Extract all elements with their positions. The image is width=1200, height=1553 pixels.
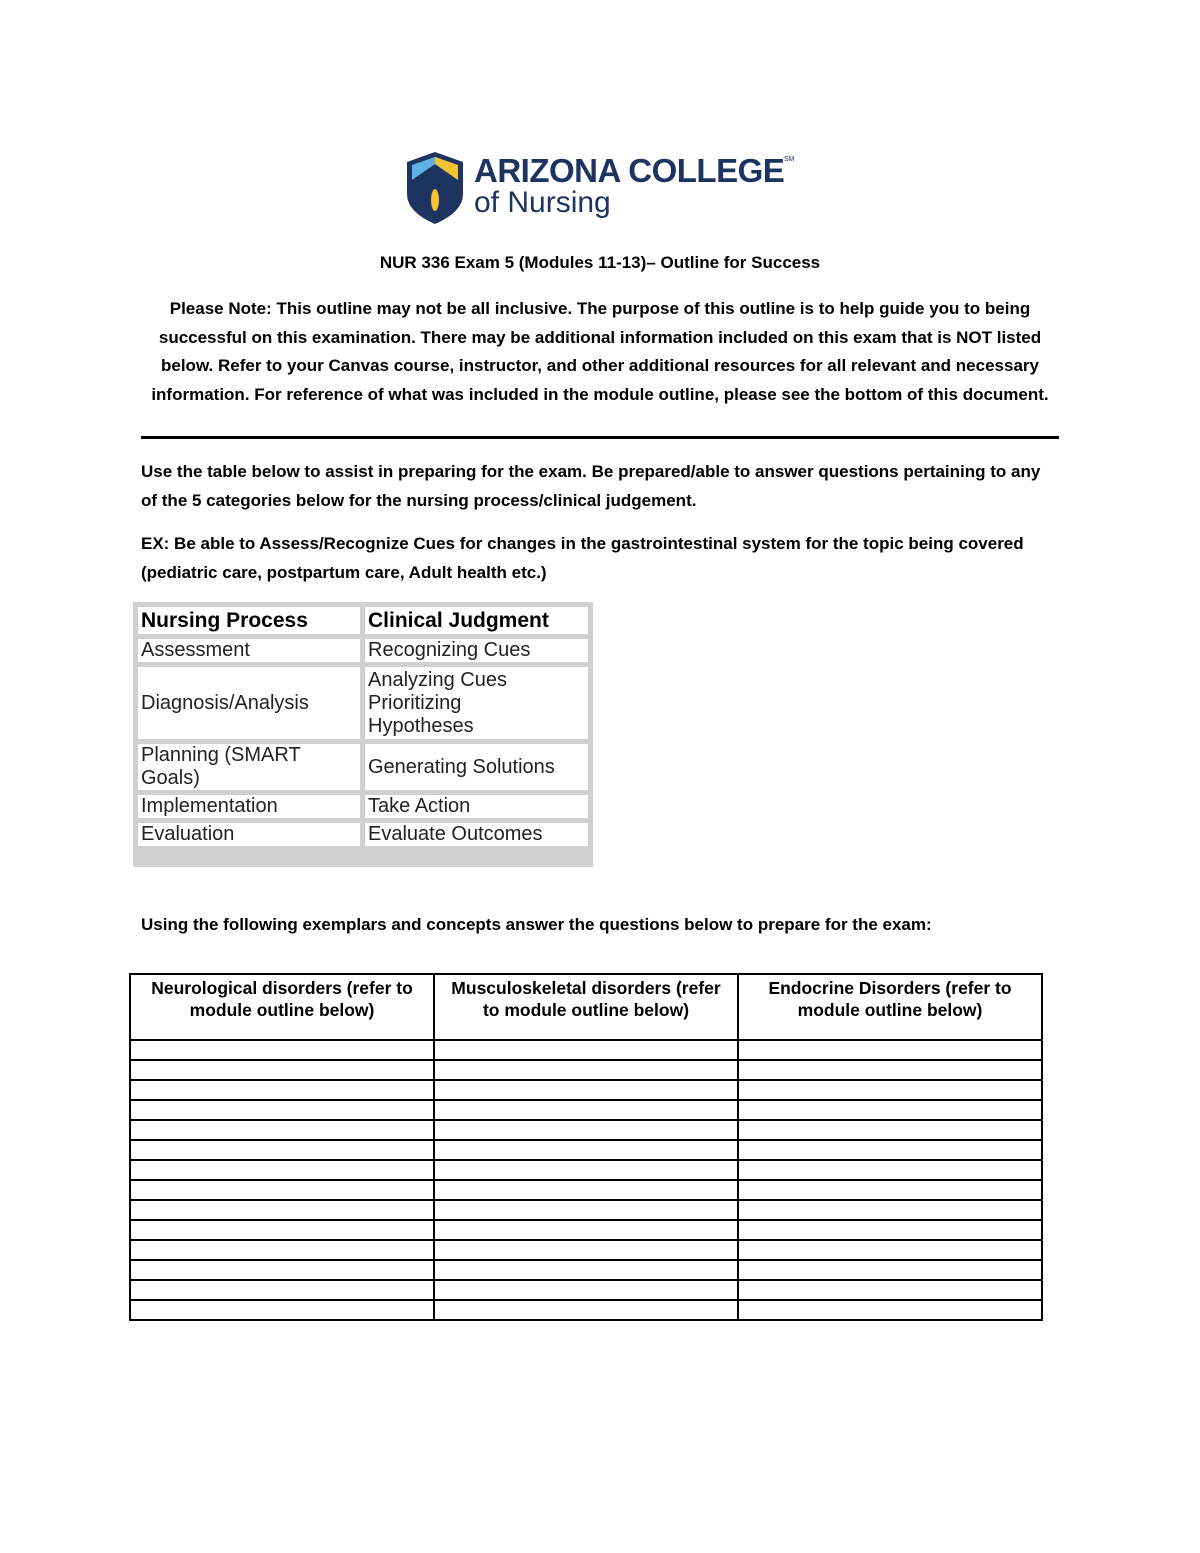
empty-cell[interactable]: [738, 1260, 1042, 1280]
empty-cell[interactable]: [738, 1120, 1042, 1140]
empty-cell[interactable]: [130, 1180, 434, 1200]
empty-cell[interactable]: [434, 1260, 738, 1280]
header-cell: Clinical Judgment: [365, 607, 588, 634]
table-row: [130, 1120, 1042, 1140]
empty-cell[interactable]: [434, 1200, 738, 1220]
cell: Planning (SMART Goals): [138, 744, 360, 790]
table-row: [138, 823, 588, 846]
empty-cell[interactable]: [130, 1080, 434, 1100]
empty-cell[interactable]: [738, 1180, 1042, 1200]
instructions: Use the table below to assist in preparing for the exam. Be prepared/able to answer questions pertaining to any of the 5 categories below for the nursing process/clinical judgement.: [141, 462, 1041, 510]
logo-tm: SM: [784, 156, 795, 163]
empty-cell[interactable]: [434, 1100, 738, 1120]
table-row: [130, 1060, 1042, 1080]
cell: Evaluate Outcomes: [365, 823, 588, 846]
table-row: [138, 639, 588, 662]
logo-line2: of Nursing: [474, 186, 611, 219]
empty-cell[interactable]: [130, 1140, 434, 1160]
shield-icon: [404, 150, 466, 226]
cell: Generating Solutions: [365, 744, 588, 790]
empty-cell[interactable]: [434, 1300, 738, 1320]
table-row: [130, 1180, 1042, 1200]
empty-cell[interactable]: [738, 1200, 1042, 1220]
cell: Analyzing Cues Prioritizing Hypotheses: [365, 667, 588, 739]
table-header-row: [130, 974, 1042, 1040]
empty-cell[interactable]: [434, 1140, 738, 1160]
empty-cell[interactable]: [434, 1220, 738, 1240]
empty-cell[interactable]: [738, 1140, 1042, 1160]
empty-cell[interactable]: [130, 1060, 434, 1080]
empty-cell[interactable]: [738, 1240, 1042, 1260]
exemplar-intro: Using the following exemplars and concepts answer the questions below to prepare for the exam:: [141, 915, 932, 934]
empty-cell[interactable]: [130, 1240, 434, 1260]
empty-cell[interactable]: [434, 1160, 738, 1180]
cell: Recognizing Cues: [365, 639, 588, 662]
table-row: [130, 1040, 1042, 1060]
divider: [141, 436, 1059, 439]
table-row: [130, 1100, 1042, 1120]
nursing-process-table: [133, 602, 593, 867]
empty-cell[interactable]: [130, 1220, 434, 1240]
table-row: [138, 667, 588, 739]
logo-line1: ARIZONA COLLEGE: [474, 152, 785, 189]
empty-cell[interactable]: [130, 1280, 434, 1300]
example-text: EX: Be able to Assess/Recognize Cues for changes in the gastrointestinal system for the topic being covered (pediatric care, postpartum care, Adult health etc.): [141, 534, 1024, 582]
empty-cell[interactable]: [130, 1120, 434, 1140]
empty-cell[interactable]: [738, 1100, 1042, 1120]
empty-cell[interactable]: [130, 1300, 434, 1320]
empty-cell[interactable]: [434, 1060, 738, 1080]
empty-cell[interactable]: [130, 1040, 434, 1060]
empty-cell[interactable]: [434, 1240, 738, 1260]
table-row: [130, 1220, 1042, 1240]
empty-cell[interactable]: [434, 1080, 738, 1100]
table-row: [130, 1240, 1042, 1260]
please-note: Please Note: This outline may not be all inclusive. The purpose of this outline is to help guide you to being successful on this examination. There may be additional information included on this exam that is NOT listed below. Refer to your Canvas course, instructor, and other additional resources for all relevant and necessary information. For reference of what was included in the module outline, please see the bottom of this document.: [151, 299, 1049, 405]
table-row: [130, 1080, 1042, 1100]
college-logo: [404, 150, 799, 228]
table-row: [130, 1160, 1042, 1180]
header-cell: Musculoskeletal disorders (refer to module outline below): [434, 974, 738, 1040]
table-row: [130, 1300, 1042, 1320]
cell: Implementation: [138, 795, 360, 818]
cell: Assessment: [138, 639, 360, 662]
empty-cell[interactable]: [738, 1040, 1042, 1060]
empty-cell[interactable]: [738, 1280, 1042, 1300]
document-title: NUR 336 Exam 5 (Modules 11-13)– Outline for Success: [379, 253, 821, 272]
table-row: [138, 744, 588, 790]
table-row: [130, 1140, 1042, 1160]
cell: Evaluation: [138, 823, 360, 846]
empty-cell[interactable]: [738, 1060, 1042, 1080]
empty-cell[interactable]: [434, 1280, 738, 1300]
table-row: [130, 1260, 1042, 1280]
empty-cell[interactable]: [434, 1180, 738, 1200]
empty-cell[interactable]: [130, 1200, 434, 1220]
header-cell: Nursing Process: [138, 607, 360, 634]
empty-cell[interactable]: [738, 1080, 1042, 1100]
empty-cell[interactable]: [434, 1120, 738, 1140]
empty-cell[interactable]: [738, 1160, 1042, 1180]
header-cell: Endocrine Disorders (refer to module outline below): [738, 974, 1042, 1040]
empty-cell[interactable]: [130, 1100, 434, 1120]
cell: Take Action: [365, 795, 588, 818]
empty-cell[interactable]: [130, 1260, 434, 1280]
table-row: [130, 1280, 1042, 1300]
table-header-row: [138, 607, 588, 634]
exemplar-table: [129, 973, 1043, 1321]
empty-cell[interactable]: [738, 1220, 1042, 1240]
empty-cell[interactable]: [434, 1040, 738, 1060]
empty-cell[interactable]: [130, 1160, 434, 1180]
cell: Diagnosis/Analysis: [138, 667, 360, 739]
table-row: [138, 795, 588, 818]
header-cell: Neurological disorders (refer to module outline below): [130, 974, 434, 1040]
table-row: [130, 1200, 1042, 1220]
empty-cell[interactable]: [738, 1300, 1042, 1320]
